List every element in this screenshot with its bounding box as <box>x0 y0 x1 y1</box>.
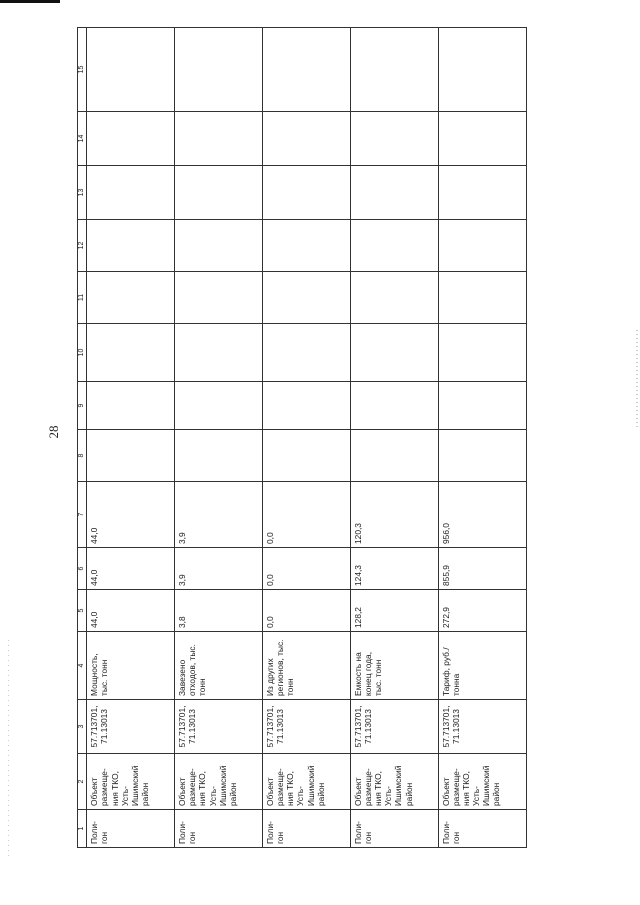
empty-cell <box>263 382 351 430</box>
empty-cell <box>263 112 351 166</box>
empty-cell <box>439 272 527 324</box>
column-number: 13 <box>78 166 87 220</box>
empty-cell <box>263 272 351 324</box>
empty-cell <box>351 324 439 382</box>
empty-cell <box>439 382 527 430</box>
value-col5: 44,0 <box>87 590 175 632</box>
empty-cell <box>439 112 527 166</box>
empty-cell <box>175 272 263 324</box>
empty-cell <box>175 166 263 220</box>
facility-object-cell: Объект размеще-ния ТКО, Усть-Ишимский район <box>439 754 527 810</box>
empty-cell <box>87 272 175 324</box>
facility-type-cell: Поли-гон <box>263 810 351 848</box>
table-row <box>87 28 175 848</box>
facility-object-cell: Объект размеще-ния ТКО, Усть-Ишимский район <box>87 754 175 810</box>
empty-cell <box>351 382 439 430</box>
top-edge-mark <box>0 0 60 3</box>
coordinates-cell: 57.713701, 71.13013 <box>263 700 351 754</box>
facility-object-cell: Объект размеще-ния ТКО, Усть-Ишимский район <box>175 754 263 810</box>
coordinates-cell: 57.713701, 71.13013 <box>87 700 175 754</box>
empty-cell <box>175 220 263 272</box>
empty-cell <box>439 28 527 112</box>
column-number: 3 <box>78 700 87 754</box>
empty-cell <box>263 166 351 220</box>
column-number: 12 <box>78 220 87 272</box>
empty-cell <box>87 382 175 430</box>
empty-cell <box>351 112 439 166</box>
scan-edge-noise <box>636 330 638 430</box>
empty-cell <box>439 324 527 382</box>
value-col7: 44,0 <box>87 482 175 548</box>
column-number: 5 <box>78 590 87 632</box>
empty-cell <box>263 324 351 382</box>
indicator-cell: Тариф, руб./тонна <box>439 632 527 700</box>
value-col7: 0,0 <box>263 482 351 548</box>
indicator-cell: Из других регионов, тыс. тонн <box>263 632 351 700</box>
page-number: 28 <box>46 425 61 439</box>
indicator-cell: Завезено отходов, тыс. тонн <box>175 632 263 700</box>
empty-cell <box>263 28 351 112</box>
empty-cell <box>175 112 263 166</box>
empty-cell <box>351 166 439 220</box>
rotated-page <box>77 28 527 848</box>
facility-type-cell: Поли-гон <box>439 810 527 848</box>
scan-edge-noise-left <box>8 640 9 860</box>
value-col7: 3,9 <box>175 482 263 548</box>
coordinates-cell: 57.713701, 71.13013 <box>175 700 263 754</box>
value-col7: 956,0 <box>439 482 527 548</box>
column-number: 9 <box>78 382 87 430</box>
table-row <box>351 28 439 848</box>
column-number: 4 <box>78 632 87 700</box>
indicator-cell: Мощность, тыс. тонн <box>87 632 175 700</box>
column-number: 1 <box>78 810 87 848</box>
value-col5: 0,0 <box>263 590 351 632</box>
column-number: 6 <box>78 548 87 590</box>
empty-cell <box>351 430 439 482</box>
empty-cell <box>439 430 527 482</box>
value-col7: 120,3 <box>351 482 439 548</box>
empty-cell <box>87 28 175 112</box>
empty-cell <box>263 220 351 272</box>
indicator-cell: Емкость на конец года, тыс. тонн <box>351 632 439 700</box>
value-col6: 0,0 <box>263 548 351 590</box>
empty-cell <box>175 28 263 112</box>
empty-cell <box>351 220 439 272</box>
empty-cell <box>87 220 175 272</box>
facility-type-cell: Поли-гон <box>87 810 175 848</box>
facility-object-cell: Объект размеще-ния ТКО, Усть-Ишимский район <box>263 754 351 810</box>
table-row <box>175 28 263 848</box>
empty-cell <box>87 430 175 482</box>
value-col6: 44,0 <box>87 548 175 590</box>
table-row <box>263 28 351 848</box>
value-col6: 855,9 <box>439 548 527 590</box>
value-col5: 272,9 <box>439 590 527 632</box>
table-row <box>439 28 527 848</box>
column-number-row <box>78 28 87 848</box>
empty-cell <box>175 382 263 430</box>
column-number: 7 <box>78 482 87 548</box>
empty-cell <box>351 272 439 324</box>
column-number: 11 <box>78 272 87 324</box>
column-number: 14 <box>78 112 87 166</box>
empty-cell <box>439 166 527 220</box>
waste-facility-table <box>77 27 527 848</box>
column-number: 10 <box>78 324 87 382</box>
coordinates-cell: 57.713701, 71.13013 <box>439 700 527 754</box>
empty-cell <box>439 220 527 272</box>
column-number: 2 <box>78 754 87 810</box>
coordinates-cell: 57.713701, 71.13013 <box>351 700 439 754</box>
empty-cell <box>175 324 263 382</box>
empty-cell <box>263 430 351 482</box>
value-col6: 3,9 <box>175 548 263 590</box>
empty-cell <box>351 28 439 112</box>
value-col5: 3,8 <box>175 590 263 632</box>
empty-cell <box>175 430 263 482</box>
facility-type-cell: Поли-гон <box>175 810 263 848</box>
facility-type-cell: Поли-гон <box>351 810 439 848</box>
empty-cell <box>87 166 175 220</box>
value-col6: 124,3 <box>351 548 439 590</box>
value-col5: 128,2 <box>351 590 439 632</box>
empty-cell <box>87 112 175 166</box>
column-number: 15 <box>78 28 87 112</box>
column-number: 8 <box>78 430 87 482</box>
empty-cell <box>87 324 175 382</box>
facility-object-cell: Объект размеще-ния ТКО, Усть-Ишимский район <box>351 754 439 810</box>
